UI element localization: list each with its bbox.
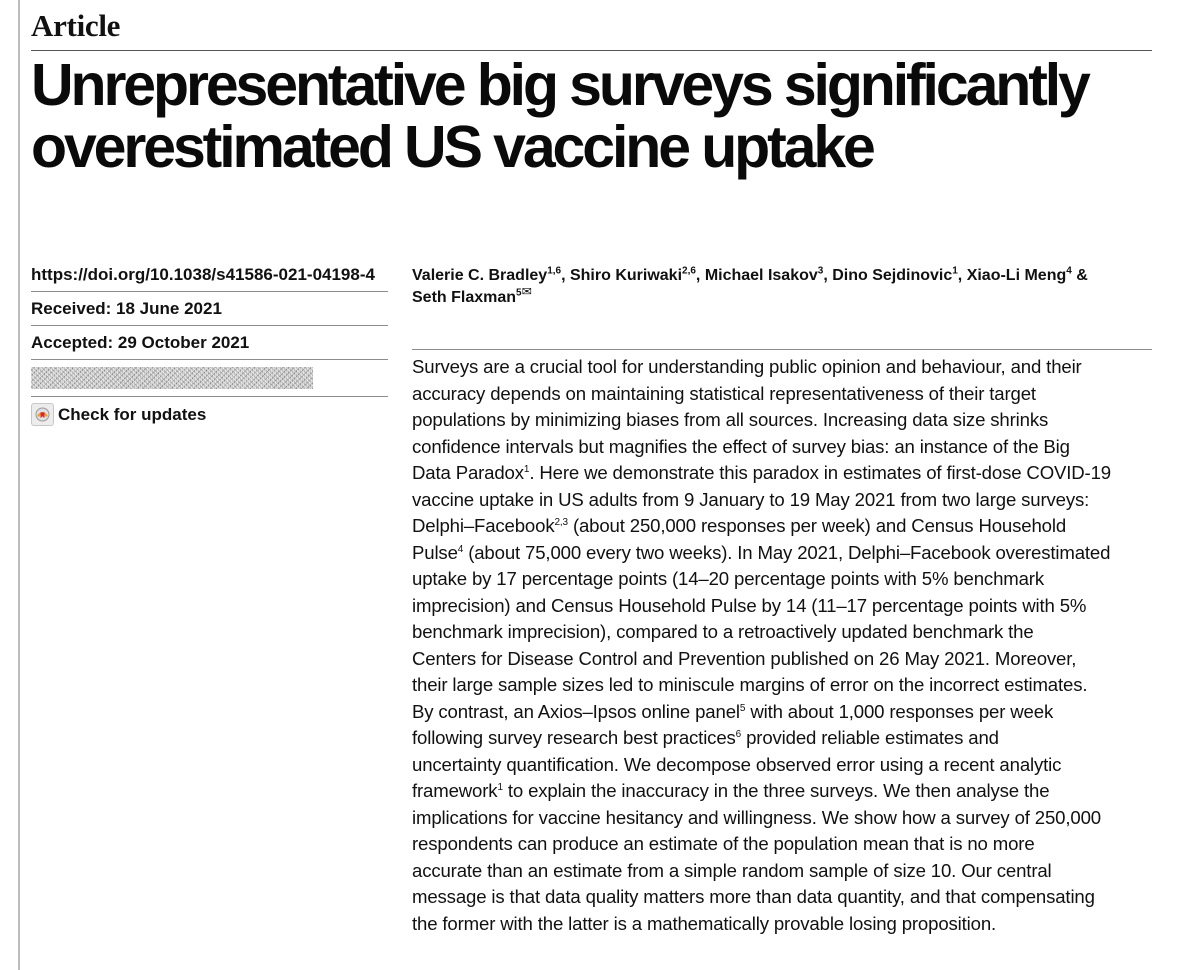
author-name: Valerie C. Bradley [412, 267, 548, 284]
author-list [412, 265, 1152, 309]
abstract-text: Pulse [412, 541, 458, 563]
author-separator: , [823, 267, 833, 284]
article-title [31, 54, 1181, 178]
author-4[interactable] [832, 267, 958, 284]
abstract-line [412, 699, 1157, 726]
reference-citation[interactable]: 5 [739, 702, 746, 714]
abstract-body [412, 354, 1157, 937]
reference-citation[interactable]: 1 [523, 463, 530, 475]
reference-citation[interactable]: 1 [497, 781, 503, 793]
abstract-text: Delphi–Facebook [412, 515, 555, 536]
reference-citation[interactable]: 6 [735, 728, 742, 740]
abstract-text: their large sample sizes led to miniscule margins of error on the incorrect estimates. [412, 674, 1088, 695]
author-affiliation: 3 [817, 265, 824, 277]
abstract-divider [412, 349, 1152, 350]
abstract-line [412, 513, 1157, 540]
doi-link[interactable]: https://doi.org/10.1038/s41586-021-04198-4 [31, 256, 388, 292]
author-name: Dino Sejdinovic [832, 267, 953, 284]
abstract-line [412, 911, 1157, 938]
abstract-line [412, 725, 1157, 752]
author-name: Michael Isakov [704, 267, 818, 284]
author-affiliation: 2,6 [682, 265, 696, 277]
left-margin-rule [18, 0, 20, 970]
abstract-text: Centers for Disease Control and Prevention published on 26 May 2021. Moreover, [412, 647, 1077, 669]
author-name: Shiro Kuriwaki [569, 267, 683, 284]
abstract-line [412, 460, 1157, 487]
author-6[interactable] [412, 289, 522, 306]
abstract-line [412, 884, 1157, 911]
abstract-text: with about 1,000 responses per week [745, 700, 1054, 722]
author-affiliation: 5 [516, 287, 522, 299]
reference-citation[interactable]: 4 [457, 543, 464, 555]
accepted-date: Accepted: 29 October 2021 [31, 326, 388, 360]
author-separator: , [695, 267, 705, 284]
article-metadata [31, 256, 388, 426]
author-2[interactable] [570, 267, 696, 284]
abstract-text: respondents can produce an estimate of the population mean that is no more [412, 833, 1035, 854]
received-date: Received: 18 June 2021 [31, 292, 388, 326]
author-name: Seth Flaxman [412, 289, 517, 306]
author-name: Xiao-Li Meng [966, 267, 1067, 284]
abstract-text: accuracy depends on maintaining statistical representativeness of their target [412, 382, 1036, 404]
abstract-line [412, 593, 1157, 620]
abstract-line [412, 434, 1157, 461]
author-separator: , [561, 267, 570, 284]
check-for-updates-link[interactable] [31, 403, 388, 426]
abstract-line [412, 354, 1157, 381]
article-type-label: Article [31, 8, 121, 43]
abstract-line [412, 566, 1157, 593]
check-updates-icon [31, 403, 54, 426]
abstract-line [412, 540, 1157, 567]
header-divider [31, 50, 1152, 51]
abstract-text: Data Paradox [412, 462, 524, 483]
redacted-block-wrapper [31, 367, 388, 397]
author-5[interactable] [967, 267, 1072, 284]
check-updates-label: Check for updates [58, 404, 207, 424]
abstract-text: message is that data quality matters more than data quantity, and that compensating [412, 886, 1095, 907]
abstract-line [412, 778, 1157, 805]
abstract-text: following survey research best practices [412, 727, 736, 748]
author-affiliation: 1 [952, 265, 958, 277]
corresponding-author-envelope-icon[interactable]: ✉ [521, 284, 532, 299]
author-1[interactable] [412, 267, 561, 284]
author-3[interactable] [705, 267, 824, 284]
abstract-text: By contrast, an Axios–Ipsos online panel [412, 700, 740, 722]
abstract-text: (about 250,000 responses per week) and Census Household [567, 515, 1067, 536]
abstract-line [412, 619, 1157, 646]
abstract-text: (about 75,000 every two weeks). In May 2021, Delphi–Facebook overestimated [463, 541, 1111, 563]
author-affiliation: 1,6 [547, 265, 562, 277]
abstract-text: populations by minimizing biases from all sources. Increasing data size shrinks [412, 409, 1049, 430]
abstract-text: provided reliable estimates and [741, 727, 999, 748]
abstract-line [412, 831, 1157, 858]
abstract-line [412, 487, 1157, 514]
abstract-text: uncertainty quantification. We decompose observed error using a recent analytic [412, 753, 1062, 775]
abstract-text: vaccine uptake in US adults from 9 January to 19 May 2021 from two large surveys: [412, 488, 1090, 510]
reference-citation[interactable]: 2,3 [554, 516, 568, 528]
author-affiliation: 4 [1066, 265, 1072, 277]
abstract-text: . Here we demonstrate this paradox in estimates of first-dose COVID-19 [529, 462, 1111, 483]
abstract-text: uptake by 17 percentage points (14–20 percentage points with 5% benchmark [412, 568, 1044, 589]
abstract-line [412, 805, 1157, 832]
abstract-text: Surveys are a crucial tool for understanding public opinion and behaviour, and their [412, 356, 1082, 377]
abstract-text: to explain the inaccuracy in the three surveys. We then analyse the [502, 780, 1050, 801]
abstract-text: imprecision) and Census Household Pulse by 14 (11–17 percentage points with 5% [412, 594, 1087, 616]
abstract-line [412, 858, 1157, 885]
abstract-line [412, 407, 1157, 434]
abstract-text: confidence intervals but magnifies the effect of survey bias: an instance of the Big [412, 435, 1070, 457]
abstract-line [412, 646, 1157, 673]
redacted-block [31, 367, 313, 389]
abstract-line [412, 752, 1157, 779]
abstract-text: implications for vaccine hesitancy and willingness. We show how a survey of 250,000 [412, 806, 1101, 828]
title-line-1: Unrepresentative big surveys significantly [31, 52, 1088, 118]
abstract-text: the former with the latter is a mathematically provable losing proposition. [412, 912, 997, 934]
abstract-text: benchmark imprecision), compared to a retroactively updated benchmark the [412, 621, 1034, 642]
abstract-text: framework [412, 780, 498, 801]
author-separator: , [957, 267, 967, 284]
title-line-2: overestimated US vaccine uptake [31, 114, 873, 180]
abstract-text: accurate than an estimate from a simple random sample of size 10. Our central [412, 859, 1052, 881]
author-separator: & [1071, 267, 1088, 284]
abstract-line [412, 672, 1157, 699]
abstract-line [412, 381, 1157, 408]
